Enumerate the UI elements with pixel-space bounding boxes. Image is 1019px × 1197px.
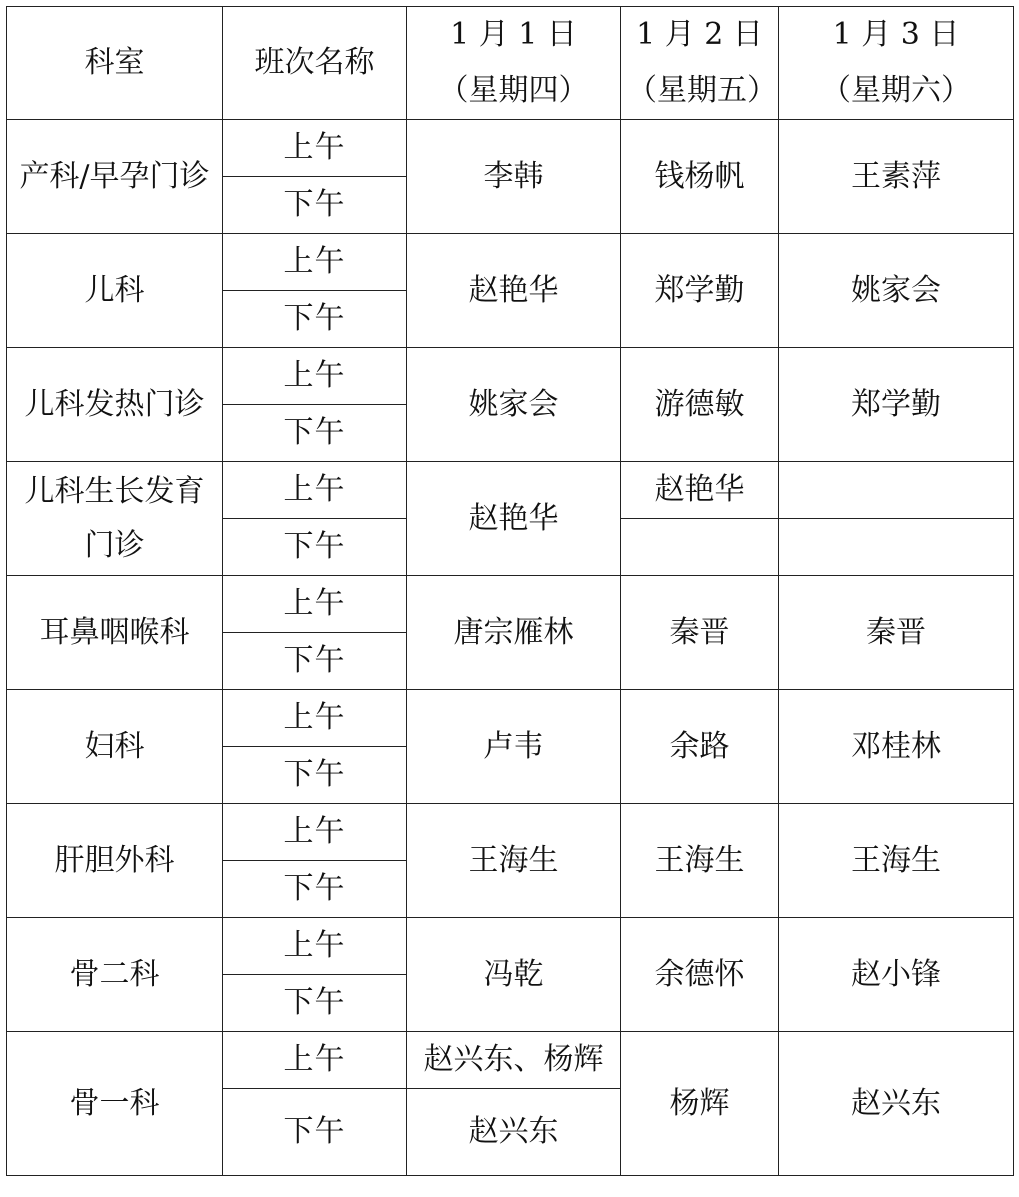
- dept-cell: 儿科发热门诊: [7, 348, 223, 462]
- dept-cell: 骨二科: [7, 918, 223, 1032]
- shift-pm: 下午: [223, 1089, 407, 1176]
- doctor-day-1: 冯乾: [407, 918, 621, 1032]
- doctor-day-1: 李韩: [407, 120, 621, 234]
- table-row: [7, 462, 1014, 519]
- doctor-day-3: 秦晋: [779, 576, 1014, 690]
- doctor-day-3: 赵兴东: [779, 1032, 1014, 1176]
- shift-pm: 下午: [223, 291, 407, 348]
- header-day-3-date: 1 月 3 日: [832, 17, 960, 52]
- doctor-day-2: 游德敏: [621, 348, 779, 462]
- duty-schedule-table: [6, 6, 1014, 1176]
- doctor-day-1: 卢韦: [407, 690, 621, 804]
- table-row: [7, 804, 1014, 861]
- header-day-2-date: 1 月 2 日: [636, 17, 763, 52]
- table-row: [7, 348, 1014, 405]
- shift-pm: 下午: [223, 975, 407, 1032]
- doctor-day-1-am: 赵兴东、杨辉: [407, 1032, 621, 1089]
- dept-cell: 妇科: [7, 690, 223, 804]
- doctor-day-2: 余路: [621, 690, 779, 804]
- dept-cell: 骨一科: [7, 1032, 223, 1176]
- doctor-day-2: 郑学勤: [621, 234, 779, 348]
- shift-pm: 下午: [223, 633, 407, 690]
- shift-am: 上午: [223, 348, 407, 405]
- doctor-day-3: 姚家会: [779, 234, 1014, 348]
- shift-am: 上午: [223, 120, 407, 177]
- header-day-1-date: 1 月 1 日: [450, 17, 577, 52]
- shift-am: 上午: [223, 234, 407, 291]
- table-row: [7, 690, 1014, 747]
- doctor-day-2: 秦晋: [621, 576, 779, 690]
- table-row: [7, 1032, 1014, 1089]
- table-row: [7, 234, 1014, 291]
- shift-am: 上午: [223, 918, 407, 975]
- doctor-day-1-pm: 赵兴东: [407, 1089, 621, 1176]
- header-day-3: [779, 7, 1014, 120]
- dept-cell: 儿科生长发育门诊: [7, 462, 223, 576]
- dept-cell: 耳鼻咽喉科: [7, 576, 223, 690]
- shift-pm: 下午: [223, 861, 407, 918]
- header-day-3-weekday: （星期六）: [821, 73, 971, 108]
- doctor-day-2-pm: [621, 519, 779, 576]
- doctor-day-2-am: 赵艳华: [621, 462, 779, 519]
- doctor-day-1: 王海生: [407, 804, 621, 918]
- doctor-day-2: 王海生: [621, 804, 779, 918]
- header-dept: 科室: [7, 7, 223, 120]
- shift-am: 上午: [223, 804, 407, 861]
- doctor-day-2: 杨辉: [621, 1032, 779, 1176]
- shift-am: 上午: [223, 462, 407, 519]
- header-day-1-weekday: （星期四）: [438, 73, 589, 108]
- doctor-day-3: 王海生: [779, 804, 1014, 918]
- header-row: [7, 7, 1014, 120]
- shift-pm: 下午: [223, 747, 407, 804]
- shift-am: 上午: [223, 1032, 407, 1089]
- doctor-day-3: 邓桂林: [779, 690, 1014, 804]
- doctor-day-3: 郑学勤: [779, 348, 1014, 462]
- shift-am: 上午: [223, 690, 407, 747]
- shift-pm: 下午: [223, 405, 407, 462]
- table-row: [7, 120, 1014, 177]
- dept-cell: 产科/早孕门诊: [7, 120, 223, 234]
- dept-cell: 儿科: [7, 234, 223, 348]
- table-row: [7, 918, 1014, 975]
- doctor-day-3-am: [779, 462, 1014, 519]
- doctor-day-1: 唐宗雁林: [407, 576, 621, 690]
- header-shift: 班次名称: [223, 7, 407, 120]
- doctor-day-2: 钱杨帆: [621, 120, 779, 234]
- shift-pm: 下午: [223, 177, 407, 234]
- doctor-day-1: 赵艳华: [407, 462, 621, 576]
- doctor-day-3: 王素萍: [779, 120, 1014, 234]
- header-day-2: [621, 7, 779, 120]
- doctor-day-1: 赵艳华: [407, 234, 621, 348]
- dept-cell: 肝胆外科: [7, 804, 223, 918]
- doctor-day-3-pm: [779, 519, 1014, 576]
- table-row: [7, 576, 1014, 633]
- shift-am: 上午: [223, 576, 407, 633]
- header-day-1: [407, 7, 621, 120]
- doctor-day-3: 赵小锋: [779, 918, 1014, 1032]
- header-day-2-weekday: （星期五）: [627, 73, 777, 108]
- doctor-day-2: 余德怀: [621, 918, 779, 1032]
- doctor-day-1: 姚家会: [407, 348, 621, 462]
- shift-pm: 下午: [223, 519, 407, 576]
